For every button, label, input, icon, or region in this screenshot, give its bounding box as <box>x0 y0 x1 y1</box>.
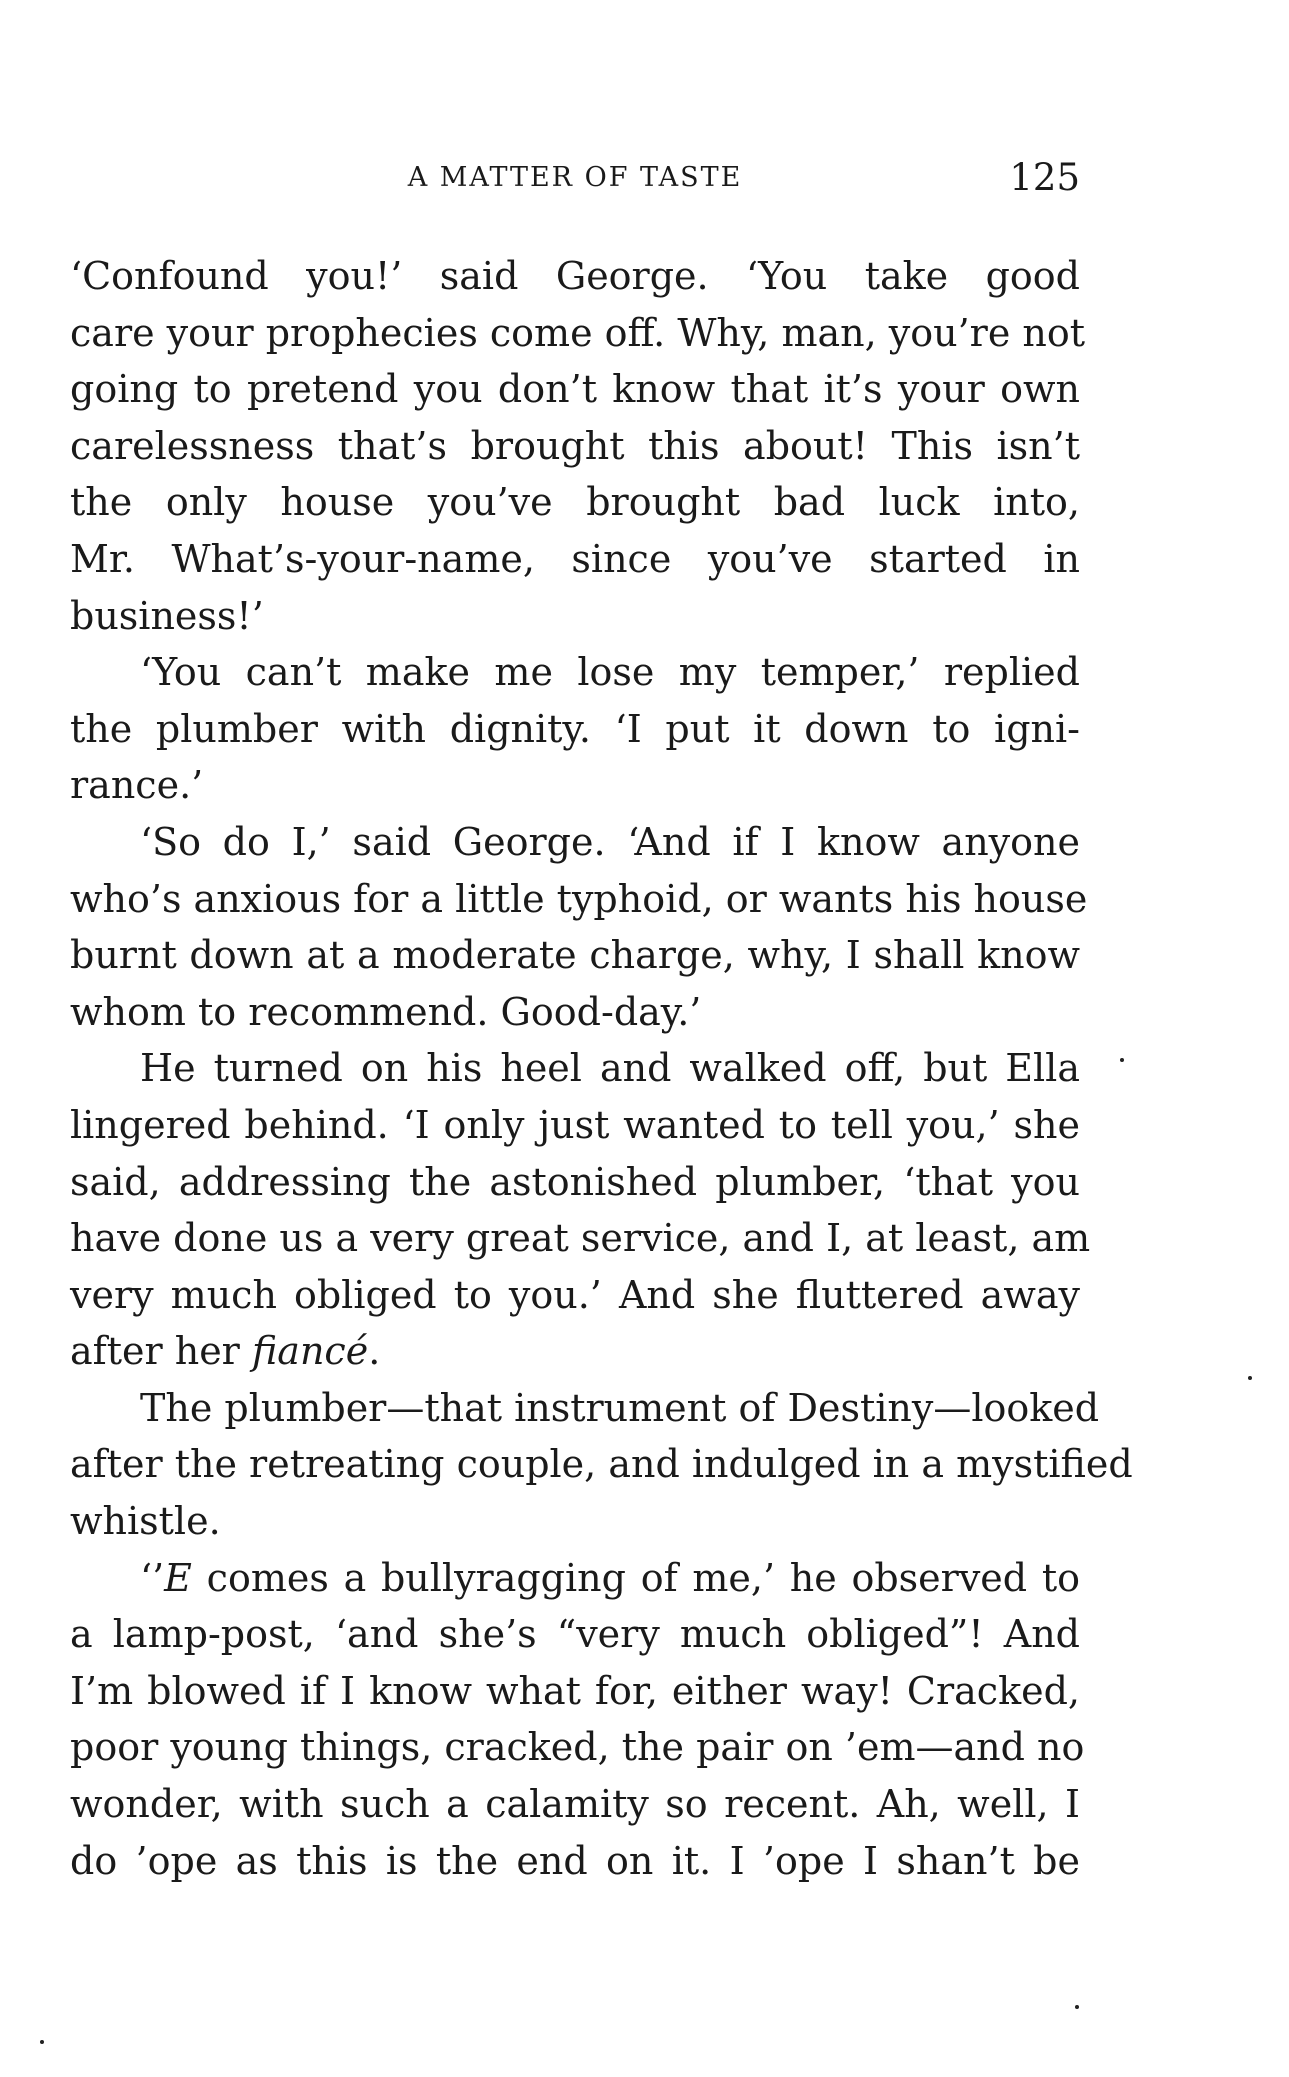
text-line: said, addressing the astonished plumber, ‘that you <box>70 1159 1080 1204</box>
text-line: poor young things, cracked, the pair on ’em—and no <box>70 1725 1085 1770</box>
text-line: after her fiancé. <box>70 1329 381 1374</box>
scan-speck <box>40 2040 44 2044</box>
paragraph <box>70 248 1086 644</box>
page-header <box>70 158 1080 198</box>
text-line: Mr. What’s-your-name, since you’ve started in <box>70 536 1080 581</box>
text-line: The plumber—that instrument of Destiny—looked <box>140 1385 1100 1430</box>
paragraph <box>70 1040 1091 1380</box>
text-line: whistle. <box>70 1499 221 1544</box>
paragraph <box>70 1380 1133 1550</box>
text-line: carelessness that’s brought this about! This isn’t <box>70 423 1080 468</box>
paragraph <box>70 814 1088 1040</box>
text-line: ‘You can’t make me lose my temper,’ replied <box>140 650 1080 695</box>
text-line: care your prophecies come off. Why, man, you’re not <box>70 310 1086 355</box>
text-line: the plumber with dignity. ‘I put it down to igni- <box>70 706 1080 751</box>
body-text <box>70 248 1133 1889</box>
text-line: ‘’E comes a bullyragging of me,’ he observed to <box>140 1555 1080 1600</box>
scan-speck <box>1248 1376 1252 1380</box>
text-line: who’s anxious for a little typhoid, or wants his house <box>70 876 1088 921</box>
scan-speck <box>1075 2005 1079 2009</box>
text-line: the only house you’ve brought bad luck into, <box>70 480 1080 525</box>
text-line: a lamp-post, ‘and she’s “very much obliged”! And <box>70 1612 1080 1657</box>
text-line: after the retreating couple, and indulged in a mystified <box>70 1442 1133 1487</box>
text-line: lingered behind. ‘I only just wanted to tell you,’ she <box>70 1102 1080 1147</box>
text-line: whom to recommend. Good-day.’ <box>70 989 702 1034</box>
text-line: very much obliged to you.’ And she fluttered away <box>70 1272 1080 1317</box>
text-line: business!’ <box>70 593 264 638</box>
text-line: burnt down at a moderate charge, why, I shall know <box>70 933 1080 978</box>
page-number: 125 <box>1009 156 1080 199</box>
paragraph <box>70 1550 1085 1890</box>
text-line: going to pretend you don’t know that it’s your own <box>70 367 1080 412</box>
text-line: do ’ope as this is the end on it. I ’ope I shan’t be <box>70 1838 1080 1883</box>
scan-speck <box>1120 1058 1124 1062</box>
paragraph <box>70 644 1080 814</box>
running-title: A MATTER OF TASTE <box>407 162 743 193</box>
text-line: rance.’ <box>70 763 204 808</box>
text-line: I’m blowed if I know what for, either way! Cracked, <box>70 1668 1080 1713</box>
text-line: ‘Confound you!’ said George. ‘You take good <box>70 254 1080 298</box>
text-line: ‘So do I,’ said George. ‘And if I know anyone <box>140 819 1080 864</box>
text-line: He turned on his heel and walked off, but Ella <box>140 1046 1080 1091</box>
text-line: have done us a very great service, and I, at least, am <box>70 1216 1091 1261</box>
text-line: wonder, with such a calamity so recent. Ah, well, I <box>70 1782 1080 1827</box>
